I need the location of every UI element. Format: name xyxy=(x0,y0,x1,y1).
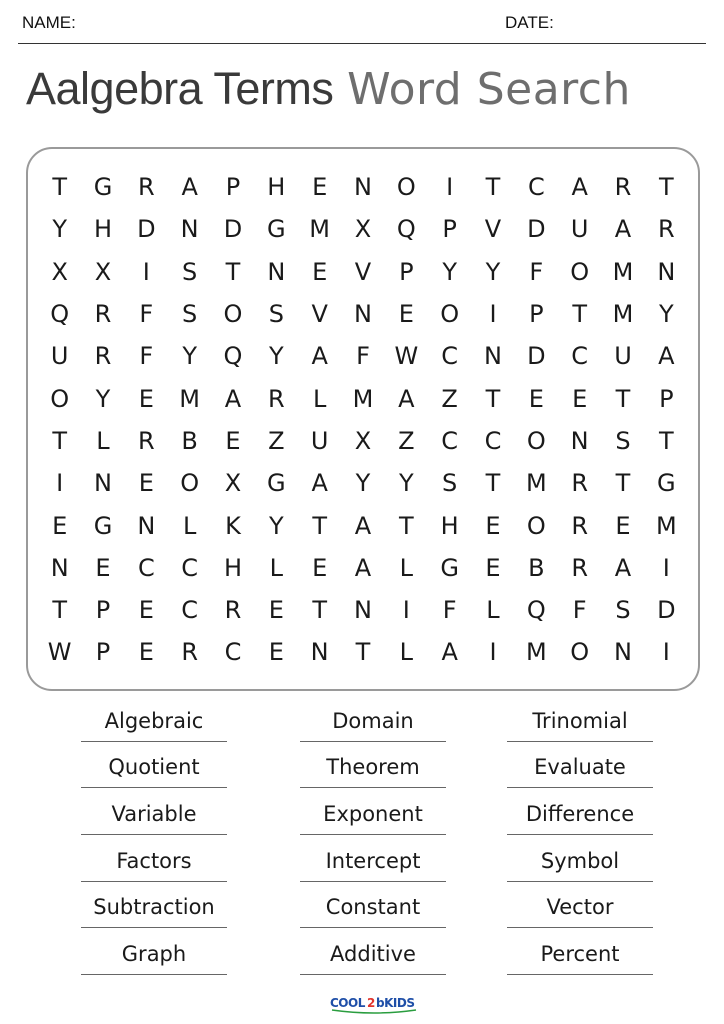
title-part-2: Word Search xyxy=(347,64,631,115)
grid-cell-r4-c2[interactable]: R xyxy=(94,300,112,329)
grid-cell-r12-c5[interactable]: C xyxy=(224,638,242,667)
grid-cell-r9-c11[interactable]: E xyxy=(485,511,501,540)
grid-cell-r7-c15[interactable]: T xyxy=(658,426,674,455)
word-list-item: Algebraic xyxy=(81,706,227,742)
grid-cell-r5-c4[interactable]: Y xyxy=(182,342,197,371)
grid-cell-r8-c4[interactable]: O xyxy=(180,469,200,498)
grid-cell-r5-c5[interactable]: Q xyxy=(223,342,243,371)
grid-cell-r5-c13[interactable]: C xyxy=(571,342,589,371)
grid-cell-r7-c5[interactable]: E xyxy=(225,426,241,455)
grid-cell-r4-c13[interactable]: T xyxy=(572,300,587,329)
grid-cell-r5-c1[interactable]: U xyxy=(50,342,69,371)
grid-cell-r3-c9[interactable]: P xyxy=(399,257,414,286)
grid-cell-r10-c4[interactable]: C xyxy=(181,553,199,582)
grid-cell-r6-c9[interactable]: A xyxy=(398,384,415,413)
grid-cell-r2-c6[interactable]: G xyxy=(267,215,286,244)
grid-cell-r8-c9[interactable]: Y xyxy=(398,469,414,498)
grid-cell-r11-c2[interactable]: P xyxy=(95,596,111,625)
grid-cell-r7-c1[interactable]: T xyxy=(52,426,67,455)
grid-cell-r7-c9[interactable]: Z xyxy=(398,426,415,455)
grid-cell-r8-c2[interactable]: N xyxy=(94,469,112,498)
grid-cell-r11-c8[interactable]: N xyxy=(354,596,372,625)
word-list-item: Domain xyxy=(300,706,446,742)
grid-cell-r11-c5[interactable]: R xyxy=(224,596,242,625)
grid-cell-r3-c5[interactable]: T xyxy=(225,257,241,286)
grid-cell-r2-c7[interactable]: M xyxy=(309,215,331,244)
grid-cell-r9-c13[interactable]: R xyxy=(571,511,588,540)
grid-cell-r6-c15[interactable]: P xyxy=(659,384,674,413)
grid-cell-r8-c14[interactable]: T xyxy=(615,469,631,498)
grid-cell-r5-c9[interactable]: W xyxy=(394,342,419,371)
grid-cell-r8-c6[interactable]: G xyxy=(267,469,286,498)
grid-cell-r4-c14[interactable]: M xyxy=(612,300,634,329)
grid-cell-r4-c1[interactable]: Q xyxy=(50,300,70,329)
grid-cell-r7-c13[interactable]: N xyxy=(570,426,589,455)
grid-cell-r12-c3[interactable]: E xyxy=(138,638,154,667)
grid-cell-r5-c10[interactable]: C xyxy=(441,342,459,371)
grid-cell-r5-c11[interactable]: N xyxy=(484,342,502,371)
letter-grid xyxy=(38,166,688,674)
grid-cell-r1-c8[interactable]: N xyxy=(354,173,372,202)
grid-cell-r1-c4[interactable]: A xyxy=(181,173,198,202)
grid-cell-r9-c3[interactable]: N xyxy=(137,511,156,540)
grid-cell-r10-c14[interactable]: A xyxy=(614,553,632,582)
grid-cell-r2-c15[interactable]: R xyxy=(657,215,675,244)
word-list-item: Variable xyxy=(81,799,227,835)
grid-cell-r6-c11[interactable]: T xyxy=(485,384,501,413)
grid-cell-r3-c7[interactable]: E xyxy=(312,257,328,286)
grid-cell-r5-c15[interactable]: A xyxy=(658,342,675,371)
word-list-item: Theorem xyxy=(300,752,446,788)
grid-cell-r8-c1[interactable]: I xyxy=(56,469,64,498)
grid-cell-r3-c4[interactable]: S xyxy=(182,257,198,286)
page-title xyxy=(26,62,631,115)
grid-cell-r4-c7[interactable]: V xyxy=(311,300,328,329)
grid-cell-r9-c5[interactable]: K xyxy=(225,511,241,540)
grid-cell-r8-c15[interactable]: G xyxy=(657,469,676,498)
grid-cell-r1-c3[interactable]: R xyxy=(137,173,155,202)
grid-cell-r10-c3[interactable]: C xyxy=(137,553,155,582)
grid-cell-r4-c5[interactable]: O xyxy=(223,300,243,329)
grid-cell-r11-c1[interactable]: T xyxy=(52,596,67,625)
grid-cell-r12-c12[interactable]: M xyxy=(525,638,547,667)
grid-cell-r7-c8[interactable]: X xyxy=(354,426,372,455)
grid-cell-r2-c11[interactable]: V xyxy=(484,215,502,244)
grid-cell-r8-c10[interactable]: S xyxy=(442,469,458,498)
grid-cell-r8-c12[interactable]: M xyxy=(525,469,547,498)
grid-cell-r10-c9[interactable]: L xyxy=(399,553,413,582)
grid-cell-r8-c5[interactable]: X xyxy=(224,469,242,498)
grid-cell-r7-c14[interactable]: S xyxy=(615,426,631,455)
grid-cell-r10-c1[interactable]: N xyxy=(50,553,69,582)
grid-cell-r3-c2[interactable]: X xyxy=(94,257,112,286)
header-rule xyxy=(18,0,706,44)
grid-cell-r4-c10[interactable]: O xyxy=(440,300,460,329)
grid-cell-r8-c7[interactable]: A xyxy=(311,469,328,498)
grid-cell-r12-c11[interactable]: I xyxy=(489,638,497,667)
grid-cell-r5-c8[interactable]: F xyxy=(356,342,370,371)
grid-cell-r9-c14[interactable]: E xyxy=(615,511,631,540)
grid-cell-r11-c11[interactable]: L xyxy=(486,596,500,625)
grid-cell-r7-c11[interactable]: C xyxy=(484,426,502,455)
grid-cell-r7-c3[interactable]: R xyxy=(137,426,155,455)
grid-cell-r3-c11[interactable]: Y xyxy=(485,257,501,286)
grid-cell-r3-c12[interactable]: F xyxy=(529,257,544,286)
grid-cell-r8-c11[interactable]: T xyxy=(485,469,501,498)
word-list-item: Constant xyxy=(300,892,446,928)
grid-cell-r8-c8[interactable]: Y xyxy=(355,469,371,498)
word-list-item: Vector xyxy=(507,892,653,928)
word-list-item: Intercept xyxy=(300,846,446,882)
grid-cell-r3-c10[interactable]: Y xyxy=(442,257,457,286)
grid-cell-r11-c14[interactable]: S xyxy=(615,596,631,625)
grid-cell-r2-c14[interactable]: A xyxy=(614,215,632,244)
svg-text:2: 2 xyxy=(367,996,375,1010)
grid-cell-r2-c10[interactable]: P xyxy=(442,215,457,244)
grid-cell-r10-c8[interactable]: A xyxy=(354,553,372,582)
grid-cell-r12-c13[interactable]: O xyxy=(570,638,590,667)
grid-cell-r6-c6[interactable]: R xyxy=(267,384,285,413)
grid-cell-r2-c5[interactable]: D xyxy=(223,215,243,244)
grid-cell-r1-c10[interactable]: I xyxy=(446,173,454,202)
grid-cell-r5-c6[interactable]: Y xyxy=(268,342,284,371)
grid-cell-r11-c4[interactable]: C xyxy=(181,596,199,625)
word-list-item: Evaluate xyxy=(507,752,653,788)
grid-cell-r9-c10[interactable]: H xyxy=(440,511,459,540)
grid-cell-r10-c5[interactable]: H xyxy=(223,553,243,582)
grid-cell-r10-c11[interactable]: E xyxy=(485,553,501,582)
grid-cell-r12-c14[interactable]: N xyxy=(614,638,632,667)
grid-cell-r2-c3[interactable]: D xyxy=(137,215,156,244)
grid-cell-r1-c12[interactable]: C xyxy=(527,173,545,202)
grid-cell-r2-c4[interactable]: N xyxy=(180,215,199,244)
word-list-item: Graph xyxy=(81,939,227,975)
grid-cell-r3-c8[interactable]: V xyxy=(354,257,372,286)
grid-cell-r12-c10[interactable]: A xyxy=(441,638,458,667)
grid-cell-r11-c13[interactable]: F xyxy=(572,596,587,625)
grid-cell-r11-c15[interactable]: D xyxy=(657,596,676,625)
name-label: NAME: xyxy=(22,13,76,32)
grid-cell-r1-c6[interactable]: H xyxy=(267,173,286,202)
word-list-item: Difference xyxy=(507,799,653,835)
grid-cell-r6-c5[interactable]: A xyxy=(224,384,242,413)
grid-cell-r12-c6[interactable]: E xyxy=(268,638,284,667)
grid-cell-r4-c8[interactable]: N xyxy=(354,300,372,329)
grid-cell-r12-c7[interactable]: N xyxy=(310,638,329,667)
grid-cell-r9-c15[interactable]: M xyxy=(655,511,677,540)
grid-cell-r1-c14[interactable]: R xyxy=(614,173,632,202)
word-list-item: Additive xyxy=(300,939,446,975)
grid-cell-r4-c6[interactable]: S xyxy=(268,300,284,329)
grid-cell-r4-c3[interactable]: F xyxy=(139,300,154,329)
grid-cell-r3-c14[interactable]: M xyxy=(612,257,634,286)
grid-cell-r1-c9[interactable]: O xyxy=(396,173,416,202)
grid-cell-r9-c7[interactable]: T xyxy=(312,511,327,540)
grid-cell-r12-c1[interactable]: W xyxy=(47,638,72,667)
grid-cell-r5-c2[interactable]: R xyxy=(94,342,112,371)
grid-cell-r7-c4[interactable]: B xyxy=(181,426,198,455)
grid-cell-r1-c13[interactable]: A xyxy=(571,173,588,202)
grid-cell-r1-c2[interactable]: G xyxy=(93,173,113,202)
grid-cell-r10-c13[interactable]: R xyxy=(571,553,588,582)
grid-cell-r10-c10[interactable]: G xyxy=(440,553,459,582)
grid-cell-r4-c11[interactable]: I xyxy=(489,300,497,329)
grid-cell-r5-c7[interactable]: A xyxy=(311,342,328,371)
grid-cell-r1-c11[interactable]: T xyxy=(485,173,501,202)
grid-cell-r5-c14[interactable]: U xyxy=(614,342,632,371)
grid-cell-r9-c9[interactable]: T xyxy=(398,511,414,540)
grid-cell-r4-c9[interactable]: E xyxy=(398,300,414,329)
grid-cell-r10-c6[interactable]: L xyxy=(269,553,283,582)
grid-cell-r10-c15[interactable]: I xyxy=(662,553,670,582)
grid-cell-r1-c15[interactable]: T xyxy=(658,173,674,202)
grid-cell-r11-c10[interactable]: F xyxy=(442,596,457,625)
grid-cell-r1-c1[interactable]: T xyxy=(52,173,67,202)
word-list-item: Factors xyxy=(81,846,227,882)
grid-cell-r12-c4[interactable]: R xyxy=(181,638,198,667)
date-label: DATE: xyxy=(505,13,554,32)
grid-cell-r11-c6[interactable]: E xyxy=(268,596,284,625)
word-list-item: Symbol xyxy=(507,846,653,882)
grid-cell-r6-c2[interactable]: Y xyxy=(95,384,111,413)
word-list-item: Trinomial xyxy=(507,706,653,742)
grid-cell-r8-c3[interactable]: E xyxy=(138,469,154,498)
grid-cell-r3-c13[interactable]: O xyxy=(570,257,590,286)
grid-cell-r10-c12[interactable]: B xyxy=(528,553,545,582)
grid-cell-r1-c5[interactable]: P xyxy=(225,173,241,202)
grid-cell-r9-c12[interactable]: O xyxy=(526,511,546,540)
grid-cell-r3-c15[interactable]: N xyxy=(657,257,676,286)
grid-cell-r2-c8[interactable]: X xyxy=(354,215,372,244)
grid-cell-r11-c3[interactable]: E xyxy=(138,596,154,625)
word-list-item: Quotient xyxy=(81,752,227,788)
grid-cell-r6-c3[interactable]: E xyxy=(138,384,154,413)
grid-cell-r7-c6[interactable]: Z xyxy=(268,426,285,455)
word-list-item: Exponent xyxy=(300,799,446,835)
grid-cell-r12-c15[interactable]: I xyxy=(662,638,670,667)
svg-text:bKIDS: bKIDS xyxy=(376,996,415,1010)
grid-cell-r2-c12[interactable]: D xyxy=(527,215,546,244)
title-part-1: Aalgebra Terms xyxy=(26,63,334,114)
grid-cell-r4-c12[interactable]: P xyxy=(529,300,544,329)
grid-cell-r6-c8[interactable]: M xyxy=(352,384,374,413)
grid-cell-r11-c12[interactable]: Q xyxy=(526,596,546,625)
grid-cell-r3-c1[interactable]: X xyxy=(51,257,68,286)
grid-cell-r2-c13[interactable]: U xyxy=(570,215,589,244)
grid-cell-r6-c14[interactable]: T xyxy=(615,384,631,413)
grid-cell-r8-c13[interactable]: R xyxy=(571,469,588,498)
svg-text:COOL: COOL xyxy=(330,996,365,1010)
grid-cell-r11-c7[interactable]: T xyxy=(312,596,327,625)
grid-cell-r12-c8[interactable]: T xyxy=(355,638,371,667)
grid-cell-r2-c1[interactable]: Y xyxy=(52,215,67,244)
grid-cell-r12-c9[interactable]: L xyxy=(399,638,413,667)
grid-cell-r7-c12[interactable]: O xyxy=(526,426,546,455)
grid-cell-r3-c6[interactable]: N xyxy=(267,257,286,286)
word-list-item: Subtraction xyxy=(81,892,227,928)
grid-cell-r12-c2[interactable]: P xyxy=(95,638,111,667)
grid-cell-r5-c12[interactable]: D xyxy=(527,342,546,371)
grid-cell-r3-c3[interactable]: I xyxy=(142,257,150,286)
grid-cell-r7-c7[interactable]: U xyxy=(310,426,329,455)
grid-cell-r9-c6[interactable]: Y xyxy=(268,511,284,540)
grid-cell-r11-c9[interactable]: I xyxy=(402,596,410,625)
grid-cell-r6-c12[interactable]: E xyxy=(528,384,544,413)
grid-cell-r2-c9[interactable]: Q xyxy=(396,215,416,244)
grid-cell-r9-c4[interactable]: L xyxy=(182,511,197,540)
grid-cell-r7-c2[interactable]: L xyxy=(96,426,110,455)
grid-cell-r9-c8[interactable]: A xyxy=(354,511,372,540)
grid-cell-r10-c7[interactable]: E xyxy=(312,553,328,582)
grid-cell-r5-c3[interactable]: F xyxy=(139,342,154,371)
grid-cell-r4-c15[interactable]: Y xyxy=(658,300,674,329)
word-list-item: Percent xyxy=(507,939,653,975)
grid-cell-r6-c13[interactable]: E xyxy=(572,384,588,413)
grid-cell-r9-c1[interactable]: E xyxy=(52,511,68,540)
grid-cell-r2-c2[interactable]: H xyxy=(93,215,113,244)
grid-cell-r1-c7[interactable]: E xyxy=(312,173,328,202)
grid-cell-r7-c10[interactable]: C xyxy=(441,426,459,455)
cool2bkids-logo xyxy=(330,992,418,1014)
grid-cell-r9-c2[interactable]: G xyxy=(93,511,113,540)
grid-cell-r6-c4[interactable]: M xyxy=(179,384,201,413)
grid-cell-r10-c2[interactable]: E xyxy=(95,553,111,582)
grid-cell-r6-c1[interactable]: O xyxy=(50,384,70,413)
grid-cell-r6-c7[interactable]: L xyxy=(312,384,327,413)
grid-cell-r6-c10[interactable]: Z xyxy=(441,384,458,413)
grid-cell-r4-c4[interactable]: S xyxy=(182,300,198,329)
